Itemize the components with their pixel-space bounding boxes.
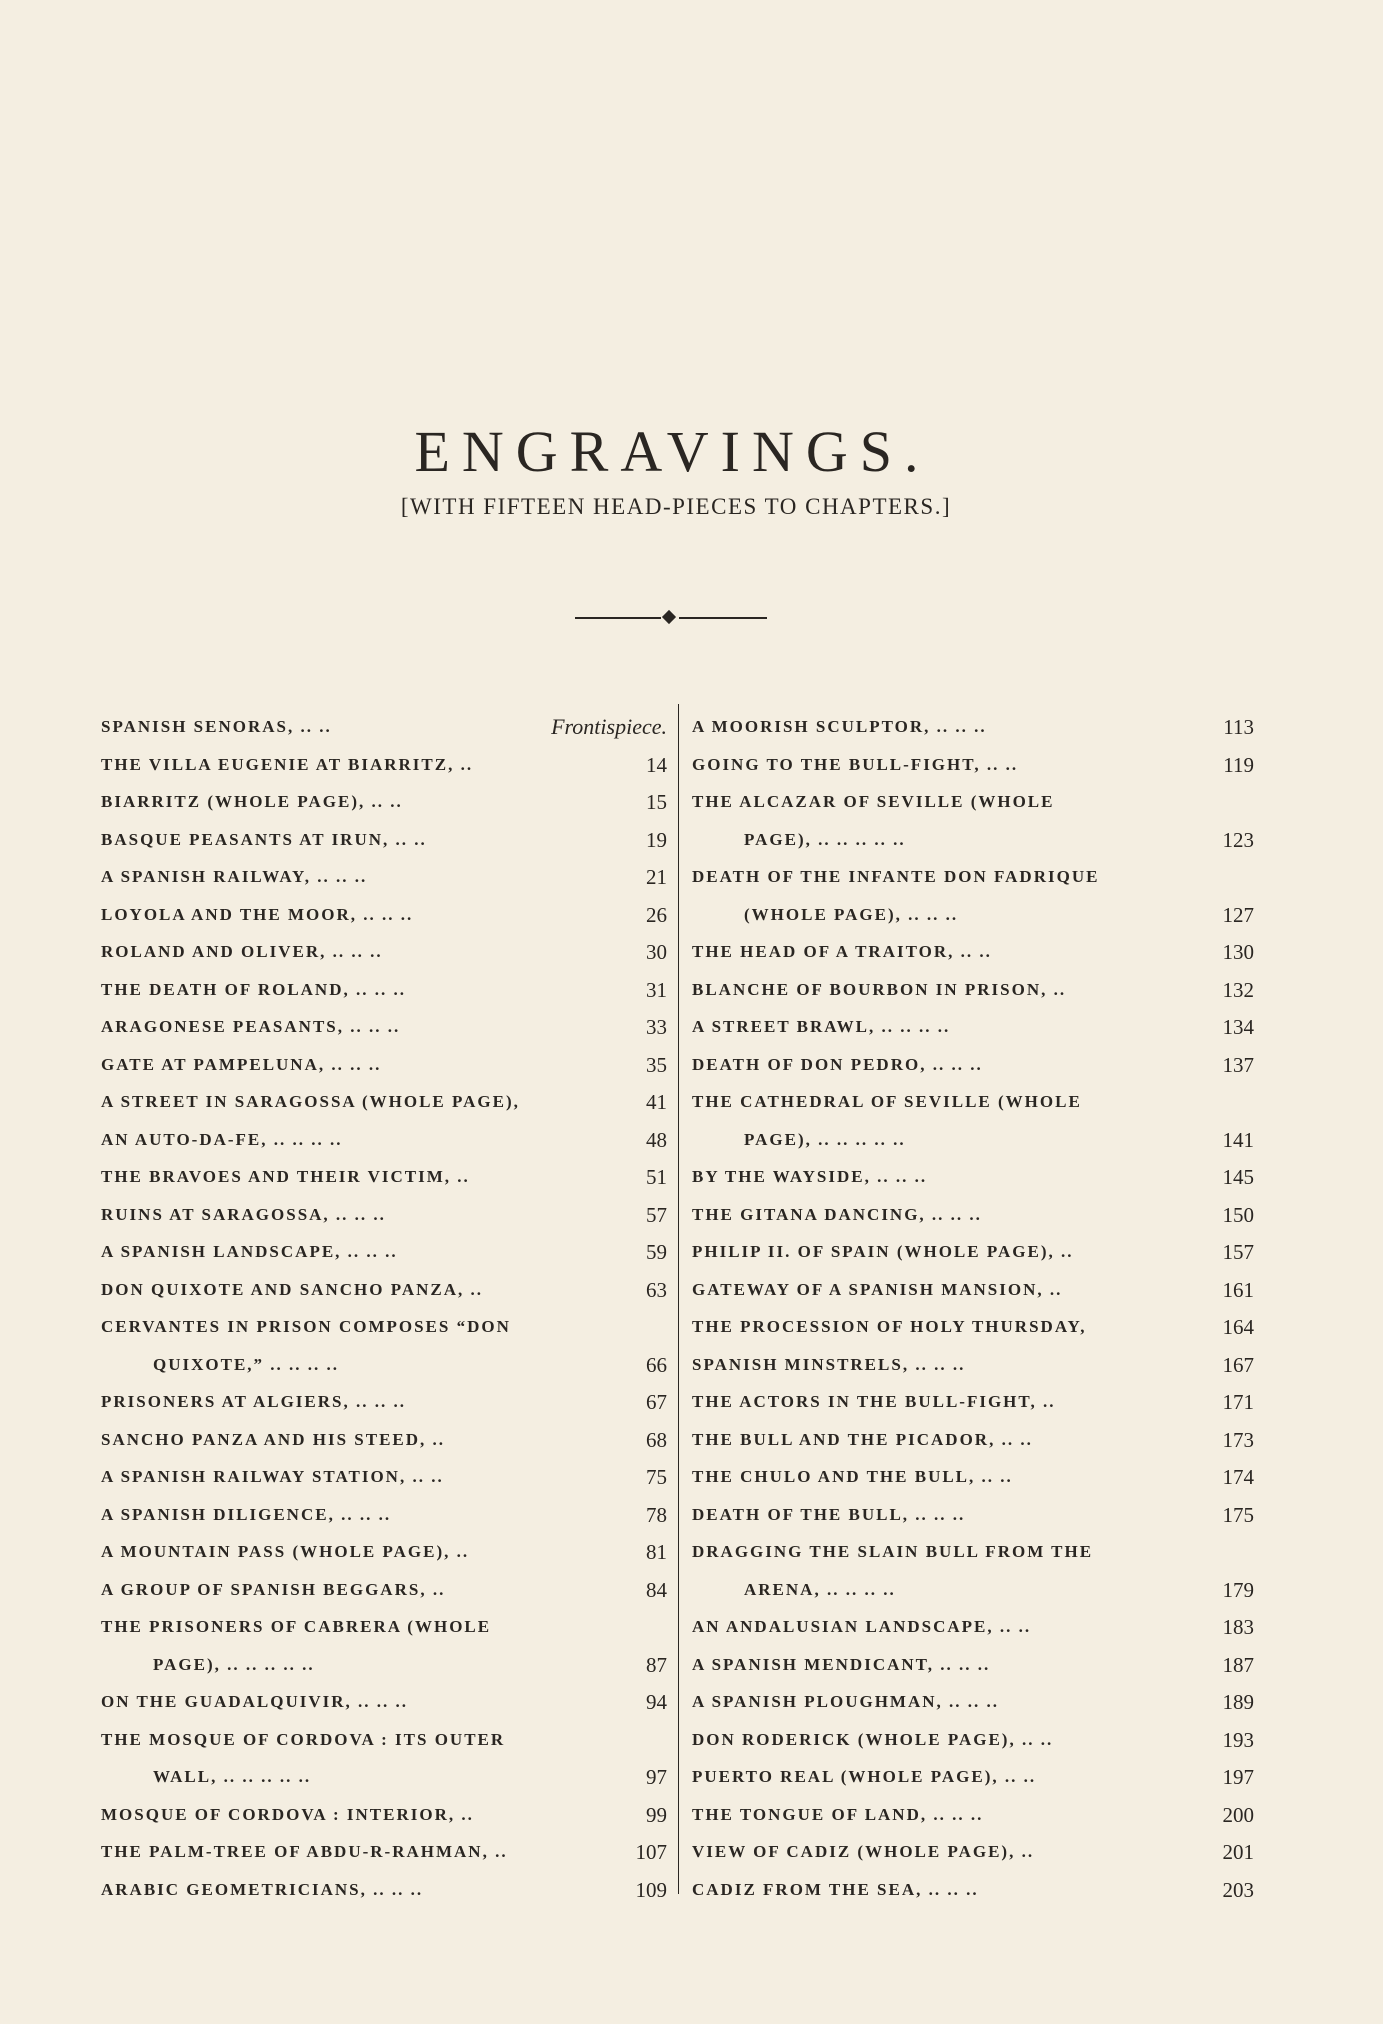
entry-title: (WHOLE PAGE), .. .. ..	[744, 904, 959, 924]
entry-title: THE GITANA DANCING, .. .. ..	[692, 1204, 982, 1224]
entry-title: PAGE), .. .. .. .. ..	[153, 1654, 315, 1674]
list-item	[101, 1199, 667, 1231]
entry-page-number: 107	[635, 1840, 667, 1864]
list-item	[692, 861, 1254, 893]
list-item	[101, 1349, 667, 1381]
entry-title: ON THE GUADALQUIVIR, .. .. ..	[101, 1692, 409, 1711]
entry-title: WALL, .. .. .. .. ..	[153, 1767, 312, 1786]
entry-page-number: 97	[646, 1765, 667, 1789]
entry-page-number: 193	[1222, 1727, 1254, 1752]
list-item	[692, 1236, 1254, 1268]
entry-title: A MOUNTAIN PASS (WHOLE PAGE), ..	[101, 1542, 470, 1561]
list-item	[692, 1086, 1254, 1118]
list-item	[101, 1011, 667, 1043]
entry-title: A SPANISH PLOUGHMAN, .. .. ..	[692, 1692, 1000, 1711]
entry-title: THE BRAVOES AND THEIR VICTIM, ..	[101, 1167, 470, 1186]
list-item	[101, 1686, 667, 1718]
entry-title: THE TONGUE OF LAND, .. .. ..	[692, 1804, 984, 1824]
entry-title: LOYOLA AND THE MOOR, .. .. ..	[101, 904, 414, 924]
list-item	[101, 1649, 667, 1681]
entry-title: DEATH OF THE INFANTE DON FADRIQUE	[692, 867, 1100, 886]
entry-page-number: 99	[646, 1802, 667, 1827]
list-item	[101, 1499, 667, 1531]
list-item	[101, 1836, 667, 1868]
entry-page-number: 15	[646, 790, 667, 814]
list-item	[692, 1574, 1254, 1606]
entry-title: THE CHULO AND THE BULL, .. ..	[692, 1467, 1013, 1486]
entry-page-number: 173	[1222, 1427, 1254, 1452]
entry-title: A SPANISH LANDSCAPE, .. .. ..	[101, 1242, 398, 1261]
right-column	[692, 711, 1254, 1902]
entry-title: CERVANTES IN PRISON COMPOSES “DON	[101, 1317, 511, 1336]
entry-page-number: 19	[646, 827, 667, 852]
list-item	[692, 1311, 1254, 1343]
entry-title: SANCHO PANZA AND HIS STEED, ..	[101, 1429, 446, 1449]
entry-title: BY THE WAYSIDE, .. .. ..	[692, 1167, 928, 1186]
entry-page-number: 189	[1222, 1690, 1254, 1714]
entry-title: A SPANISH RAILWAY STATION, .. ..	[101, 1467, 444, 1486]
column-divider	[678, 704, 679, 1894]
entry-title: RUINS AT SARAGOSSA, .. .. ..	[101, 1204, 386, 1224]
list-item	[101, 1799, 667, 1831]
entry-title: PHILIP II. OF SPAIN (WHOLE PAGE), ..	[692, 1242, 1074, 1261]
list-item	[101, 824, 667, 856]
entry-page-number: 30	[646, 940, 667, 964]
entry-page-number: 63	[646, 1277, 667, 1302]
entry-page-number: 119	[1223, 752, 1254, 777]
entry-page-number: 59	[646, 1240, 667, 1264]
entry-title: SPANISH SENORAS, .. ..	[101, 717, 332, 736]
list-item	[101, 1574, 667, 1606]
entry-title: CADIZ FROM THE SEA, .. .. ..	[692, 1879, 979, 1899]
entry-page-number: 137	[1222, 1052, 1254, 1077]
entry-page-number: 197	[1222, 1765, 1254, 1789]
entry-title: THE DEATH OF ROLAND, .. .. ..	[101, 979, 406, 999]
entry-page-number: 167	[1222, 1352, 1254, 1377]
entry-title: DEATH OF THE BULL, .. .. ..	[692, 1504, 966, 1524]
entry-page-number: 134	[1222, 1015, 1254, 1039]
entry-page-number: 141	[1222, 1127, 1254, 1152]
list-item	[692, 711, 1254, 743]
entry-page-number: 145	[1222, 1165, 1254, 1189]
list-item	[101, 749, 667, 781]
entry-title: THE PRISONERS OF CABRERA (WHOLE	[101, 1617, 492, 1636]
entry-page-number: 67	[646, 1390, 667, 1414]
list-item	[101, 1386, 667, 1418]
list-item	[101, 1236, 667, 1268]
entry-title: GATE AT PAMPELUNA, .. .. ..	[101, 1054, 382, 1074]
entry-title: BASQUE PEASANTS AT IRUN, .. ..	[101, 829, 427, 849]
entry-title: BLANCHE OF BOURBON IN PRISON, ..	[692, 979, 1067, 999]
entry-page-number: 48	[646, 1127, 667, 1152]
entry-title: DON QUIXOTE AND SANCHO PANZA, ..	[101, 1279, 483, 1299]
list-item	[101, 1536, 667, 1568]
entry-page-number: 57	[646, 1202, 667, 1227]
list-item	[692, 1049, 1254, 1081]
entry-title: THE HEAD OF A TRAITOR, .. ..	[692, 942, 992, 961]
entry-page-number: 109	[635, 1877, 667, 1902]
list-item	[692, 1461, 1254, 1493]
entry-title: A STREET BRAWL, .. .. .. ..	[692, 1017, 951, 1036]
list-item	[101, 861, 667, 893]
ornament-line-left	[575, 617, 661, 619]
entry-page-number: 161	[1222, 1277, 1254, 1302]
list-item	[101, 974, 667, 1006]
entry-title: DRAGGING THE SLAIN BULL FROM THE	[692, 1542, 1094, 1561]
entry-title: ARABIC GEOMETRICIANS, .. .. ..	[101, 1879, 424, 1899]
entry-title: A SPANISH DILIGENCE, .. .. ..	[101, 1504, 392, 1524]
diamond-icon	[662, 610, 676, 624]
entry-page-number: 187	[1222, 1652, 1254, 1677]
entry-page-number: 174	[1222, 1465, 1254, 1489]
list-item	[692, 1536, 1254, 1568]
list-item	[101, 1461, 667, 1493]
list-item	[692, 1761, 1254, 1793]
entry-page-number: 75	[646, 1465, 667, 1489]
entry-title: AN ANDALUSIAN LANDSCAPE, .. ..	[692, 1617, 1032, 1636]
ornament-line-right	[679, 617, 767, 619]
list-item	[692, 1161, 1254, 1193]
list-item	[692, 824, 1254, 856]
entry-title: THE BULL AND THE PICADOR, .. ..	[692, 1429, 1033, 1449]
entry-page-number: 183	[1222, 1615, 1254, 1639]
list-item	[101, 1086, 667, 1118]
entry-title: GOING TO THE BULL-FIGHT, .. ..	[692, 754, 1019, 774]
entry-title: A SPANISH RAILWAY, .. .. ..	[101, 867, 368, 886]
list-item	[692, 974, 1254, 1006]
entry-title: DON RODERICK (WHOLE PAGE), .. ..	[692, 1729, 1054, 1749]
entry-page-number: 150	[1222, 1202, 1254, 1227]
list-item	[692, 786, 1254, 818]
entry-page-number: 123	[1222, 827, 1254, 852]
entry-title: PAGE), .. .. .. .. ..	[744, 1129, 906, 1149]
entry-page-number: 203	[1222, 1877, 1254, 1902]
list-item	[692, 1349, 1254, 1381]
list-item	[692, 749, 1254, 781]
list-item	[692, 936, 1254, 968]
list-item	[101, 1049, 667, 1081]
entry-title: A GROUP OF SPANISH BEGGARS, ..	[101, 1579, 446, 1599]
page-title: ENGRAVINGS.	[414, 419, 931, 484]
entry-title: THE CATHEDRAL OF SEVILLE (WHOLE	[692, 1092, 1082, 1111]
entry-page-number: 84	[646, 1577, 667, 1602]
list-item	[101, 1311, 667, 1343]
entry-title: PRISONERS AT ALGIERS, .. .. ..	[101, 1392, 406, 1411]
list-item	[692, 1611, 1254, 1643]
entry-page-number: 175	[1222, 1502, 1254, 1527]
entry-page-number: 35	[646, 1052, 667, 1077]
list-item	[101, 1424, 667, 1456]
list-item	[101, 711, 667, 743]
list-item	[692, 899, 1254, 931]
entry-page-number: 113	[1223, 715, 1254, 739]
entry-title: GATEWAY OF A SPANISH MANSION, ..	[692, 1279, 1063, 1299]
entry-page-number: 201	[1222, 1840, 1254, 1864]
list-item	[692, 1499, 1254, 1531]
entry-title: A MOORISH SCULPTOR, .. .. ..	[692, 717, 987, 736]
list-item	[692, 1649, 1254, 1681]
entry-page-number: Frontispiece.	[551, 714, 667, 739]
entry-page-number: 164	[1222, 1315, 1254, 1339]
entry-title: ARAGONESE PEASANTS, .. .. ..	[101, 1017, 401, 1036]
entry-title: THE PROCESSION OF HOLY THURSDAY,	[692, 1317, 1087, 1336]
entry-page-number: 179	[1222, 1577, 1254, 1602]
entry-page-number: 33	[646, 1015, 667, 1039]
list-item	[692, 1799, 1254, 1831]
entry-page-number: 87	[646, 1652, 667, 1677]
entry-page-number: 94	[646, 1690, 667, 1714]
list-item	[101, 1161, 667, 1193]
list-item	[101, 1124, 667, 1156]
entry-title: VIEW OF CADIZ (WHOLE PAGE), ..	[692, 1842, 1035, 1861]
entry-title: THE ALCAZAR OF SEVILLE (WHOLE	[692, 792, 1055, 811]
list-item	[101, 1874, 667, 1906]
entry-title: AN AUTO-DA-FE, .. .. .. ..	[101, 1129, 343, 1149]
ornament-divider	[575, 611, 767, 625]
entry-page-number: 51	[646, 1165, 667, 1189]
entry-page-number: 130	[1222, 940, 1254, 964]
entry-title: A SPANISH MENDICANT, .. .. ..	[692, 1654, 991, 1674]
entry-title: MOSQUE OF CORDOVA : INTERIOR, ..	[101, 1804, 474, 1824]
list-item	[101, 786, 667, 818]
entry-page-number: 66	[646, 1352, 667, 1377]
subtitle: [WITH FIFTEEN HEAD-PIECES TO CHAPTERS.]	[400, 494, 952, 519]
list-item	[101, 1761, 667, 1793]
entry-title: THE MOSQUE OF CORDOVA : ITS OUTER	[101, 1729, 506, 1749]
list-item	[692, 1124, 1254, 1156]
list-item	[101, 1611, 667, 1643]
entry-title: THE PALM-TREE OF ABDU-R-RAHMAN, ..	[101, 1842, 508, 1861]
entry-title: SPANISH MINSTRELS, .. .. ..	[692, 1354, 966, 1374]
entry-title: BIARRITZ (WHOLE PAGE), .. ..	[101, 792, 403, 811]
list-item	[101, 1274, 667, 1306]
list-item	[692, 1724, 1254, 1756]
entry-page-number: 68	[646, 1427, 667, 1452]
entry-title: ROLAND AND OLIVER, .. .. ..	[101, 942, 383, 961]
entry-title: A STREET IN SARAGOSSA (WHOLE PAGE),	[101, 1092, 520, 1111]
entry-page-number: 200	[1222, 1802, 1254, 1827]
entry-page-number: 157	[1222, 1240, 1254, 1264]
list-item	[692, 1424, 1254, 1456]
left-column	[101, 711, 667, 1902]
list-item	[101, 936, 667, 968]
list-item	[692, 1874, 1254, 1906]
list-item	[101, 1724, 667, 1756]
entry-title: THE VILLA EUGENIE AT BIARRITZ, ..	[101, 754, 474, 774]
entry-page-number: 21	[646, 865, 667, 889]
entry-title: PAGE), .. .. .. .. ..	[744, 829, 906, 849]
entry-page-number: 171	[1222, 1390, 1254, 1414]
entry-page-number: 78	[646, 1502, 667, 1527]
entry-page-number: 127	[1222, 902, 1254, 927]
list-item	[692, 1386, 1254, 1418]
entry-page-number: 41	[646, 1090, 667, 1114]
list-item	[692, 1199, 1254, 1231]
entry-page-number: 132	[1222, 977, 1254, 1002]
entry-title: DEATH OF DON PEDRO, .. .. ..	[692, 1054, 983, 1074]
entry-page-number: 31	[646, 977, 667, 1002]
list-item	[692, 1836, 1254, 1868]
entry-title: ARENA, .. .. .. ..	[744, 1579, 896, 1599]
entry-title: PUERTO REAL (WHOLE PAGE), .. ..	[692, 1767, 1037, 1786]
list-item	[692, 1011, 1254, 1043]
list-item	[692, 1274, 1254, 1306]
entry-page-number: 26	[646, 902, 667, 927]
entry-title: QUIXOTE,” .. .. .. ..	[153, 1354, 340, 1374]
entry-page-number: 14	[646, 752, 667, 777]
list-item	[101, 899, 667, 931]
entry-page-number: 81	[646, 1540, 667, 1564]
list-item	[692, 1686, 1254, 1718]
entry-title: THE ACTORS IN THE BULL-FIGHT, ..	[692, 1392, 1056, 1411]
